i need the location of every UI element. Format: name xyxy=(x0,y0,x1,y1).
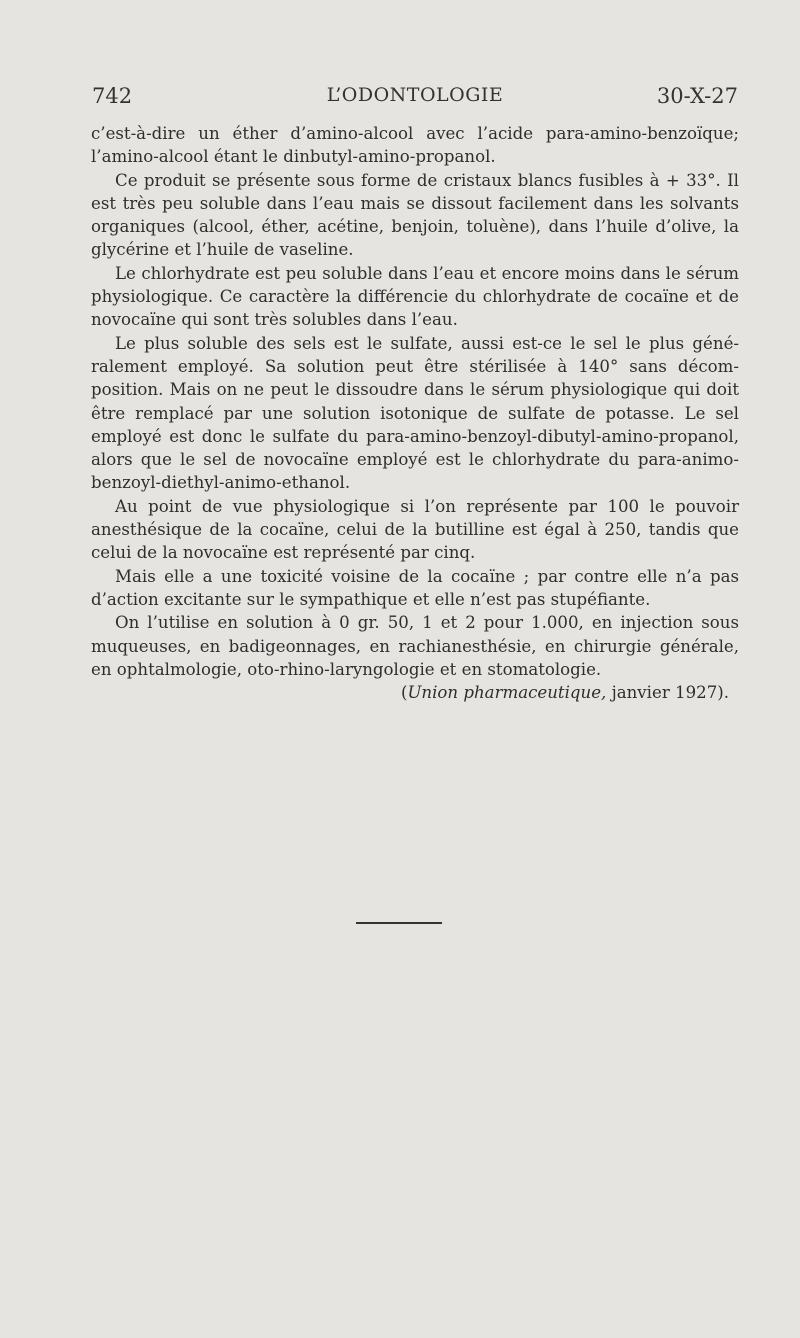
paragraph: c’est-à-dire un éther d’amino-alcool avec l’acide para-amino-benzoïque; l’amino-alcool étant le dinbutyl-amino-propanol. xyxy=(91,124,739,167)
paragraph: Le plus soluble des sels est le sulfate, aussi est-ce le sel le plus généralement employé. Sa solution peut être stérilisée à 140° sans décomposition. Mais on ne peut le dissoudre dans le sérum physiologique qui doit être remplacé par une solution isotonique de sulfate de potasse. Le sel employé est donc le sulfate du para-amino-benzoyl-dibutyl-amino-propanol, alors que le sel de novocaïne employé est le chlorhydrate du para-animo-benzoyl-diethyl-animo-ethanol. xyxy=(91,333,739,493)
end-rule xyxy=(356,922,442,924)
paragraph: On l’utilise en solution à 0 gr. 50, 1 et 2 pour 1.000, en injection sous muqueuses, en badigeonnages, en rachianesthésie, en chirurgie générale, en ophtalmologie, oto-rhino-laryngologie et en stomatologie. xyxy=(91,613,739,679)
paragraph: Ce produit se présente sous forme de cristaux blancs fusibles à + 33°. Il est très peu soluble dans l’eau mais se dissout facilement dans les solvants organiques (alcool, éther, acétine, benjoin, toluène), dans l’huile d’olive, la glycérine et l’huile de vaseline. xyxy=(91,170,739,260)
issue-date: 30-X-27 xyxy=(656,84,738,108)
article-body xyxy=(91,122,739,704)
paragraph: Mais elle a une toxicité voisine de la cocaïne ; par contre elle n’a pas d’action excitante sur le sympathique et elle n’est pas stupéfiante. xyxy=(91,566,739,609)
journal-title: L’ODONTOLOGIE xyxy=(326,84,504,106)
paragraph: Au point de vue physiologique si l’on représente par 100 le pouvoir anesthésique de la cocaïne, celui de la butilline est égal à 250, tandis que celui de la novocaïne est représenté par cinq. xyxy=(91,496,739,563)
page-number: 742 xyxy=(92,84,133,108)
citation-date: janvier 1927). xyxy=(606,683,729,703)
citation-open: ( xyxy=(400,683,408,703)
paragraph: Le chlorhydrate est peu soluble dans l’eau et encore moins dans le sérum physiologique. Ce caractère la différencie du chlorhydrate de cocaïne et de novocaïne qui sont très solubles dans l’eau. xyxy=(91,263,739,330)
source-citation xyxy=(91,681,739,704)
citation-publication: Union pharmaceutique, xyxy=(407,683,607,703)
running-header xyxy=(92,84,738,114)
